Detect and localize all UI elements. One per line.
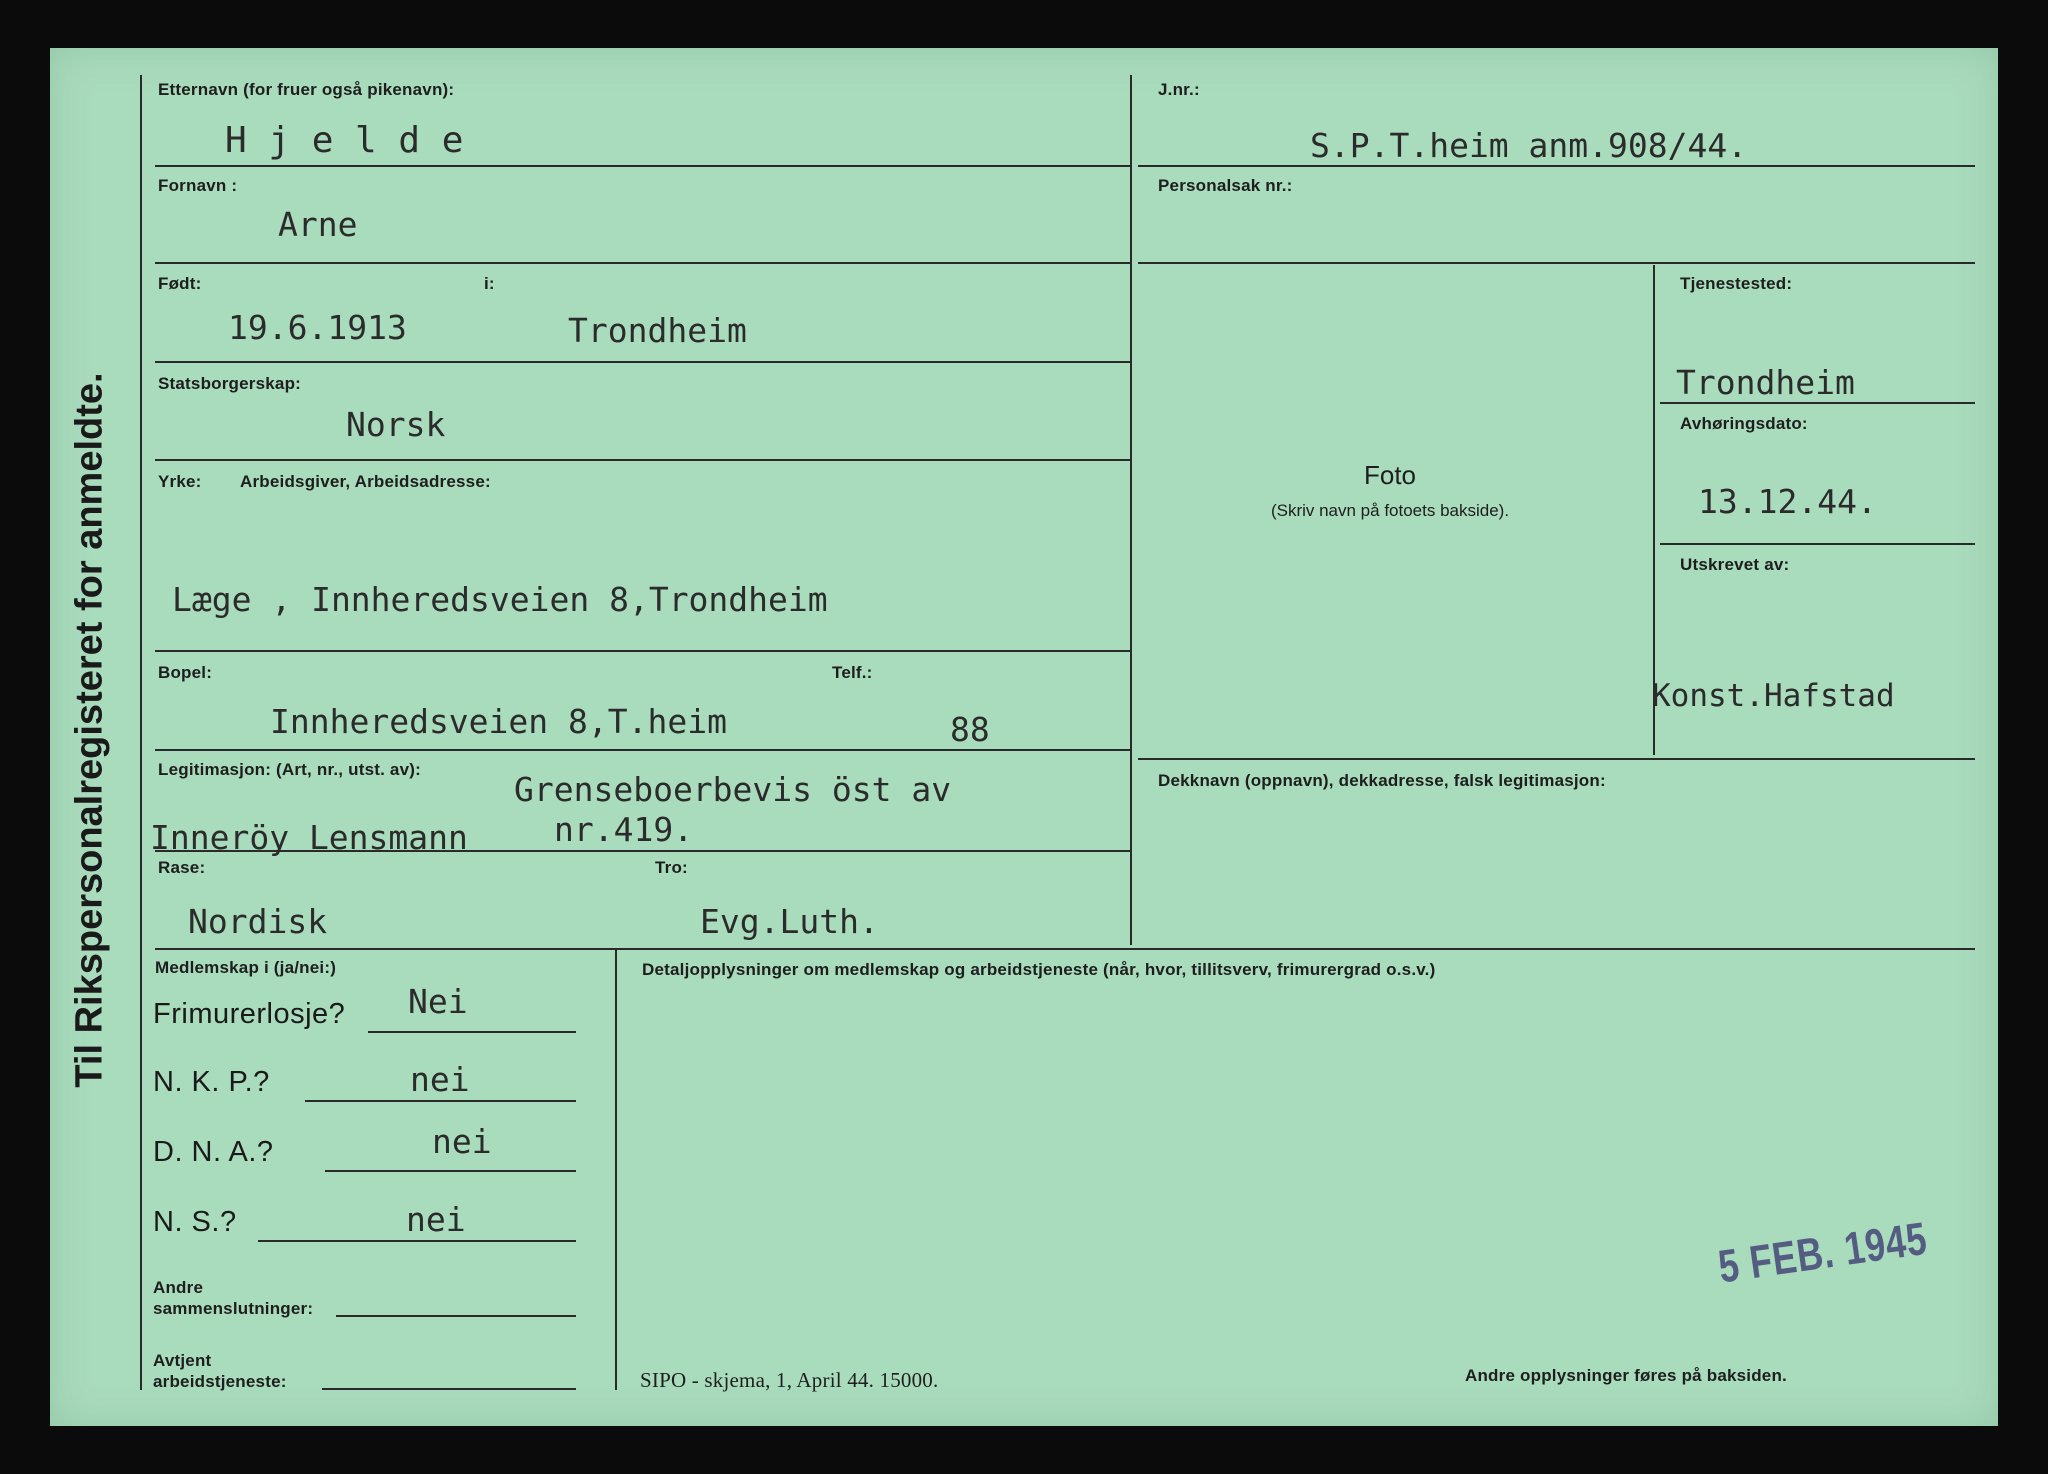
value-nkp: nei bbox=[410, 1060, 470, 1099]
label-sipo: SIPO - skjema, 1, April 44. 15000. bbox=[640, 1368, 939, 1392]
line-fodt bbox=[155, 361, 1130, 363]
value-tjenestested: Trondheim bbox=[1676, 363, 1855, 402]
line-statsborgerskap bbox=[155, 459, 1130, 461]
line-etternavn bbox=[155, 165, 1130, 167]
label-telf: Telf.: bbox=[832, 663, 873, 682]
label-medlemskap: Medlemskap i (ja/nei:) bbox=[155, 958, 337, 977]
photo-area bbox=[1150, 460, 1630, 521]
label-etternavn: Etternavn (for fruer også pikenavn): bbox=[158, 80, 455, 99]
label-rase: Rase: bbox=[158, 858, 206, 877]
label-foto-note: (Skriv navn på fotoets bakside). bbox=[1270, 501, 1510, 520]
label-tjenestested: Tjenestested: bbox=[1680, 274, 1793, 293]
label-ns: N. S.? bbox=[153, 1206, 237, 1238]
value-tro: Evg.Luth. bbox=[700, 902, 879, 941]
label-statsborgerskap: Statsborgerskap: bbox=[158, 374, 302, 393]
line-utskrevet bbox=[1138, 758, 1975, 760]
label-personalsak: Personalsak nr.: bbox=[1158, 176, 1293, 195]
label-fodt-i: i: bbox=[484, 274, 495, 293]
value-fodt-dato: 19.6.1913 bbox=[228, 308, 407, 347]
lower-divider bbox=[615, 950, 617, 1390]
line-rase bbox=[155, 948, 1975, 950]
value-legitimasjon-2: Inneröy Lensmann bbox=[150, 818, 468, 857]
line-dna bbox=[325, 1170, 576, 1172]
center-divider bbox=[1130, 75, 1132, 945]
label-tro: Tro: bbox=[655, 858, 688, 877]
line-avtjent bbox=[322, 1388, 576, 1390]
line-ns bbox=[258, 1240, 576, 1242]
label-avtjent-2: arbeidstjeneste: bbox=[153, 1372, 287, 1391]
label-legitimasjon: Legitimasjon: (Art, nr., utst. av): bbox=[158, 760, 421, 779]
line-personalsak bbox=[1138, 262, 1975, 264]
value-jnr: S.P.T.heim anm.908/44. bbox=[1310, 126, 1748, 165]
line-jnr bbox=[1138, 165, 1975, 167]
label-utskrevet: Utskrevet av: bbox=[1680, 555, 1790, 574]
label-jnr: J.nr.: bbox=[1158, 80, 1200, 99]
value-legitimasjon-3: nr.419. bbox=[554, 810, 694, 849]
value-avhoringsdato: 13.12.44. bbox=[1698, 482, 1877, 521]
value-etternavn: H j e l d e bbox=[225, 120, 464, 161]
label-detaljopplysninger: Detaljopplysninger om medlemskap og arbeidstjeneste (når, hvor, tillitsverv, frimurergrad o.s.v.) bbox=[642, 960, 1436, 979]
label-dna: D. N. A.? bbox=[153, 1136, 274, 1168]
value-utskrevet: Konst.Hafstad bbox=[1652, 678, 1895, 714]
line-bopel bbox=[155, 749, 1130, 751]
value-dna: nei bbox=[432, 1122, 492, 1161]
label-fodt: Født: bbox=[158, 274, 202, 293]
label-avhoringsdato: Avhøringsdato: bbox=[1680, 414, 1808, 433]
value-bopel: Innheredsveien 8,T.heim bbox=[270, 702, 727, 741]
date-stamp: 5 FEB. 1945 bbox=[1715, 1211, 1931, 1293]
line-fornavn bbox=[155, 262, 1130, 264]
value-fornavn: Arne bbox=[278, 205, 358, 244]
label-fornavn: Fornavn : bbox=[158, 176, 238, 195]
left-border bbox=[140, 75, 142, 1390]
label-andre-opplysninger: Andre opplysninger føres på baksiden. bbox=[1465, 1366, 1787, 1385]
label-yrke: Yrke: bbox=[158, 472, 202, 491]
value-rase: Nordisk bbox=[188, 902, 328, 941]
label-nkp: N. K. P.? bbox=[153, 1066, 270, 1098]
label-dekknavn: Dekknavn (oppnavn), dekkadresse, falsk legitimasjon: bbox=[1158, 771, 1606, 790]
line-nkp bbox=[305, 1100, 576, 1102]
label-arbeidsgiver: Arbeidsgiver, Arbeidsadresse: bbox=[240, 472, 491, 491]
line-andre bbox=[336, 1315, 576, 1317]
value-frimurerlosje: Nei bbox=[408, 982, 468, 1021]
value-ns: nei bbox=[406, 1200, 466, 1239]
value-statsborgerskap: Norsk bbox=[346, 405, 446, 444]
label-foto: Foto bbox=[1363, 460, 1417, 490]
label-andre-2: sammenslutninger: bbox=[153, 1299, 314, 1318]
label-frimurerlosje: Frimurerlosje? bbox=[153, 998, 346, 1030]
label-bopel: Bopel: bbox=[158, 663, 213, 682]
value-legitimasjon-1: Grenseboerbevis öst av bbox=[514, 770, 952, 809]
side-text: Til Rikspersonalregisteret for anmeldte. bbox=[68, 372, 111, 1088]
line-avhoringsdato bbox=[1660, 543, 1975, 545]
line-frimurerlosje bbox=[368, 1031, 576, 1033]
value-fodt-sted: Trondheim bbox=[568, 311, 747, 350]
value-telf: 88 bbox=[950, 710, 990, 749]
value-yrke-adresse: Læge , Innheredsveien 8,Trondheim bbox=[172, 580, 828, 619]
line-yrke bbox=[155, 650, 1130, 652]
line-tjenestested bbox=[1660, 402, 1975, 404]
label-andre-1: Andre bbox=[153, 1278, 204, 1297]
label-avtjent-1: Avtjent bbox=[153, 1351, 212, 1370]
